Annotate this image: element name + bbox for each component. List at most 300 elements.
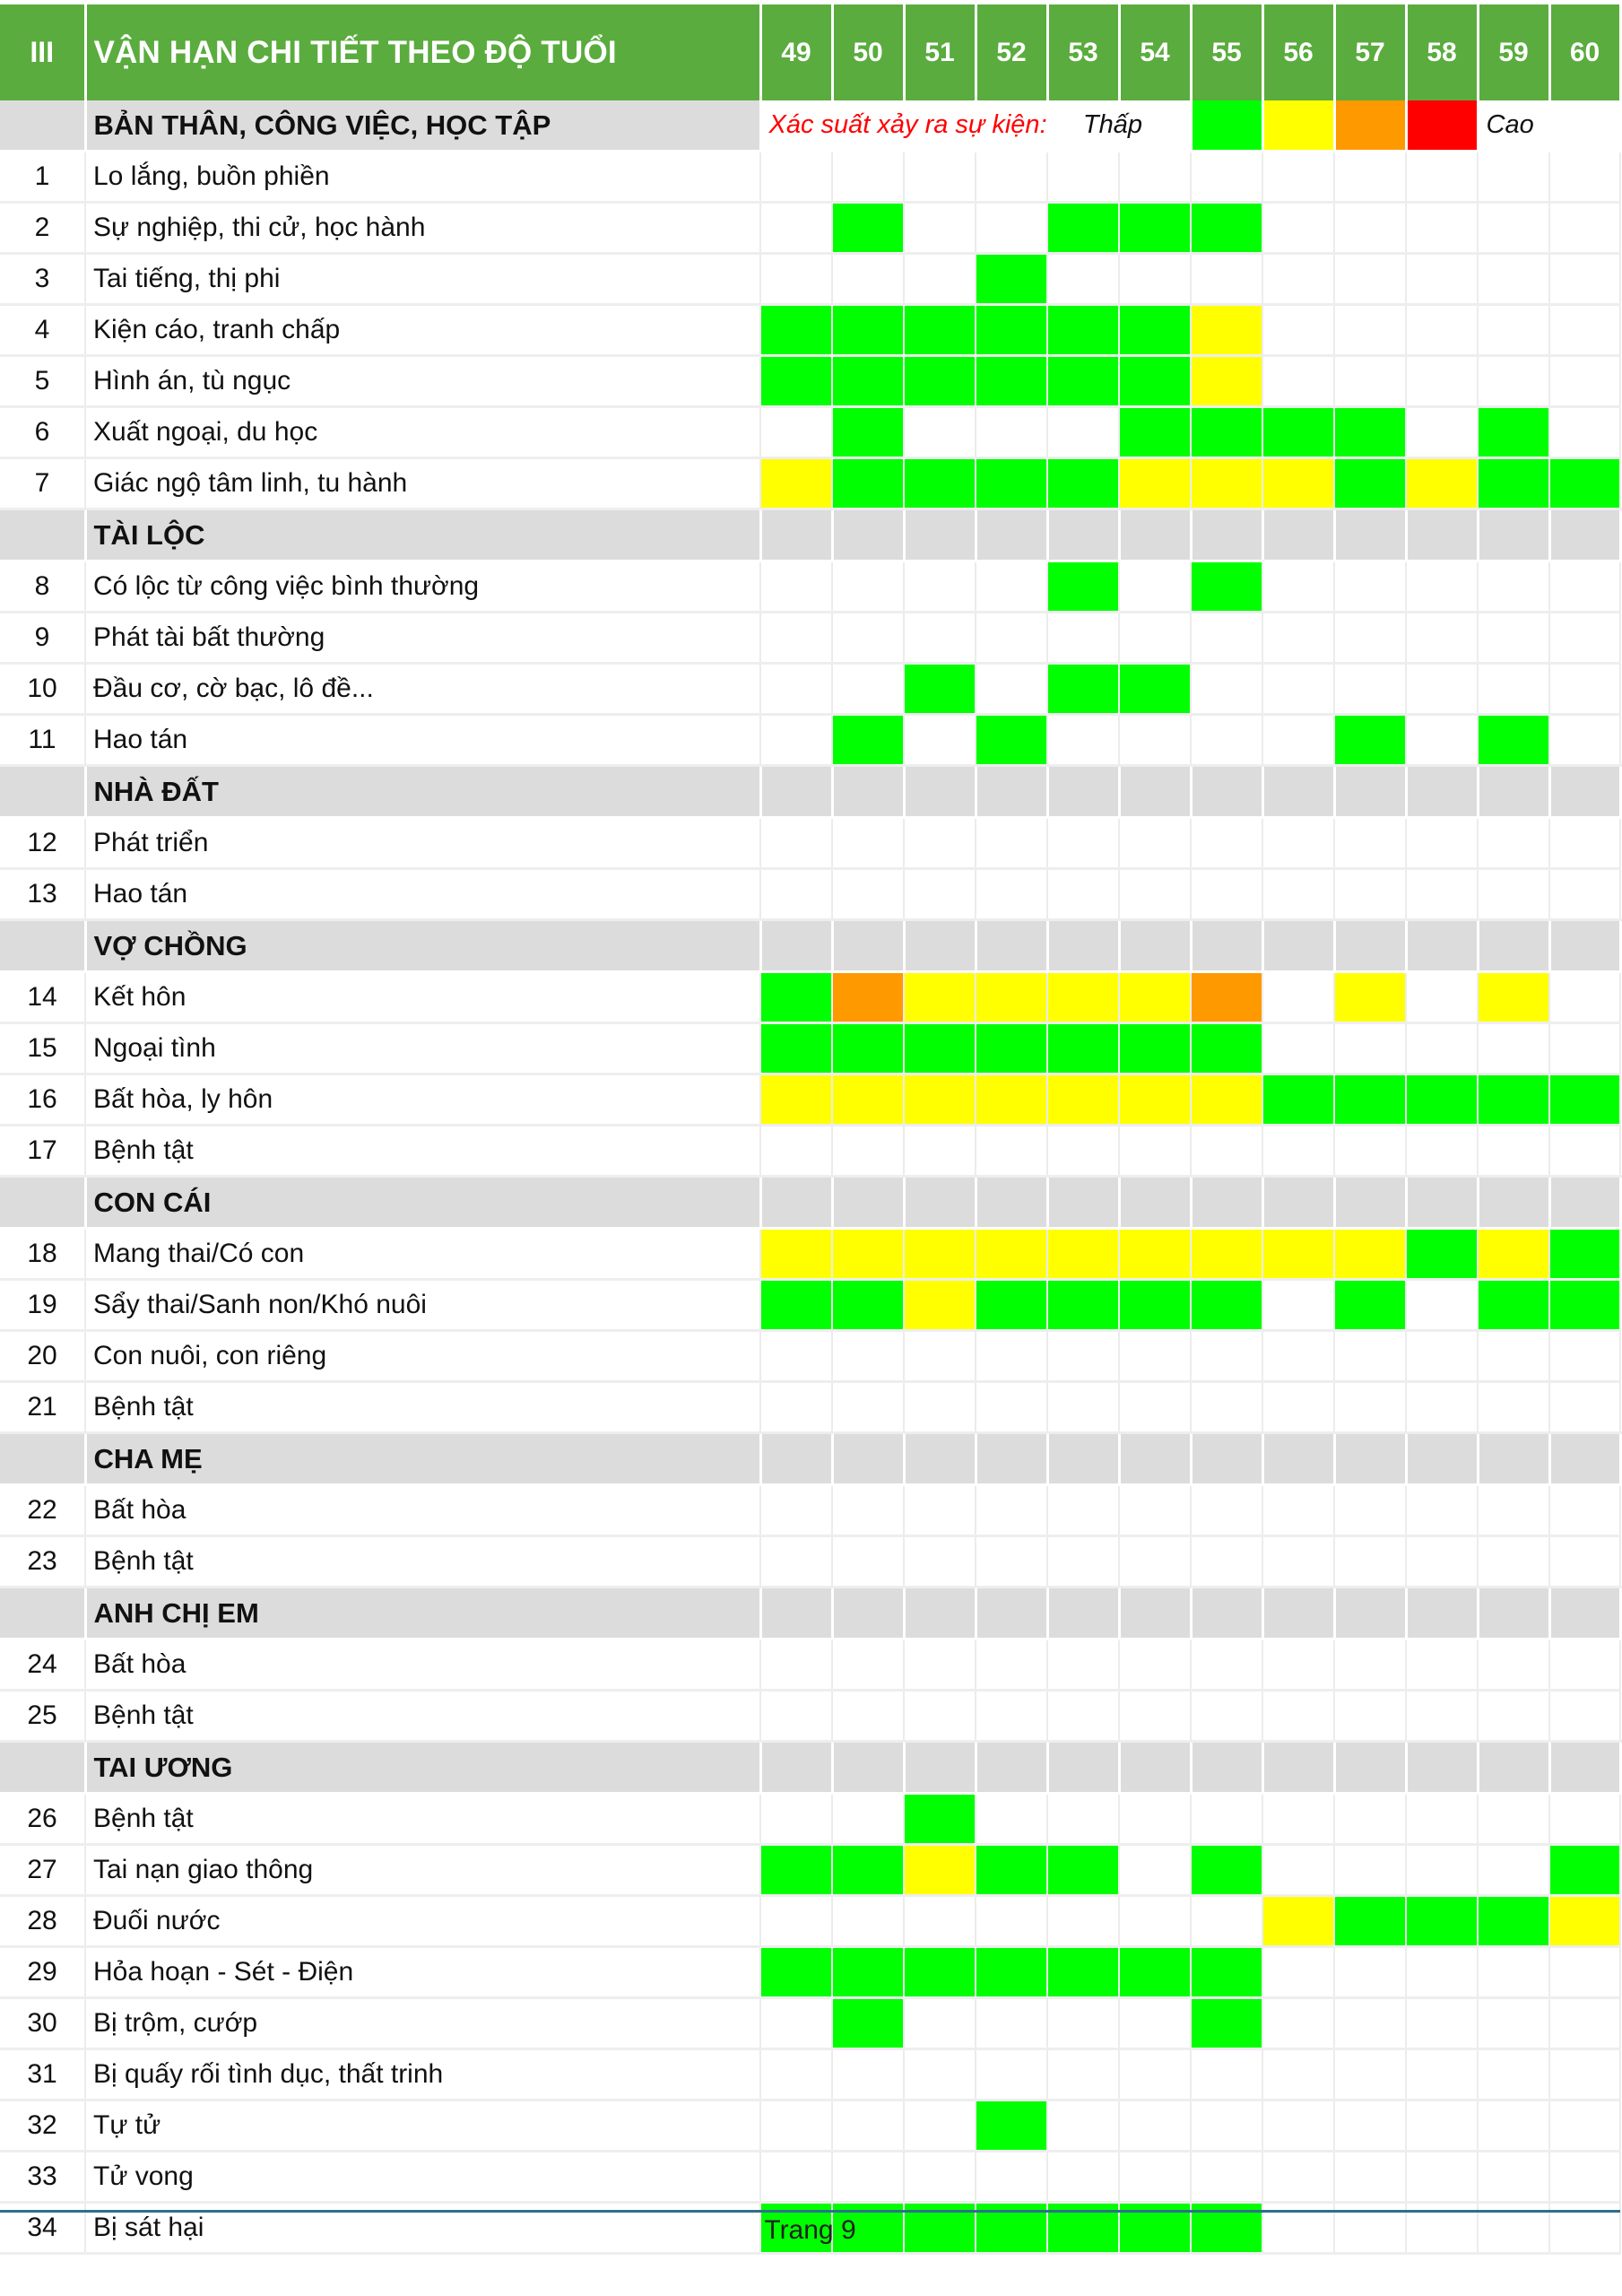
probability-cell: [1047, 254, 1119, 305]
probability-cell: [1119, 1074, 1191, 1126]
probability-cell: [904, 1331, 976, 1382]
table-row: [0, 2049, 1620, 2100]
probability-cell: [760, 561, 832, 613]
probability-cell: [1334, 203, 1406, 254]
legend-prompt: Xác suất xảy ra sự kiện:: [768, 110, 1047, 139]
row-number: 25: [0, 1691, 85, 1742]
probability-cell: [1334, 715, 1406, 766]
row-label: Phát tài bất thường: [85, 613, 760, 664]
probability-cell: [1478, 1691, 1549, 1742]
probability-cell: [1047, 1229, 1119, 1280]
probability-cell: [1119, 458, 1191, 509]
probability-cell: [1191, 1947, 1262, 1998]
probability-cell: [976, 2049, 1047, 2100]
probability-cell: [1191, 869, 1262, 920]
probability-cell: [1191, 305, 1262, 356]
probability-cell: [1047, 1331, 1119, 1382]
probability-cell: [832, 1331, 904, 1382]
probability-cell: [1478, 203, 1549, 254]
legend-swatch: [1262, 100, 1334, 152]
probability-cell: [1549, 1382, 1620, 1433]
probability-cell: [760, 1794, 832, 1845]
probability-cell: [1047, 561, 1119, 613]
probability-cell: [904, 1382, 976, 1433]
probability-cell: [1478, 1229, 1549, 1280]
probability-cell: [1478, 1331, 1549, 1382]
probability-cell: [1478, 1947, 1549, 1998]
row-number: 6: [0, 407, 85, 458]
section-header-row: [0, 100, 1620, 152]
probability-cell: [1191, 152, 1262, 203]
probability-cell: [832, 407, 904, 458]
row-number: 5: [0, 356, 85, 407]
age-header: 57: [1334, 4, 1406, 100]
probability-cell: [1478, 1845, 1549, 1896]
probability-cell: [760, 1331, 832, 1382]
probability-cell: [1549, 664, 1620, 715]
probability-cell: [976, 407, 1047, 458]
probability-cell: [1334, 869, 1406, 920]
section-blank-cell: [976, 1742, 1047, 1794]
section-header-row: [0, 766, 1620, 818]
probability-cell: [760, 1998, 832, 2049]
probability-cell: [1549, 254, 1620, 305]
section-blank-cell: [832, 509, 904, 561]
table-title: VẬN HẠN CHI TIẾT THEO ĐỘ TUỔI: [85, 4, 760, 100]
probability-cell: [1478, 972, 1549, 1023]
section-blank-cell: [1549, 509, 1620, 561]
row-number: 15: [0, 1023, 85, 1074]
probability-cell: [1406, 1229, 1478, 1280]
probability-cell: [1549, 1280, 1620, 1331]
table-row: [0, 152, 1620, 203]
probability-cell: [1262, 972, 1334, 1023]
probability-cell: [904, 818, 976, 869]
probability-cell: [760, 613, 832, 664]
row-number: 34: [0, 2203, 85, 2254]
probability-cell: [1549, 818, 1620, 869]
probability-cell: [1334, 1639, 1406, 1691]
probability-cell: [1047, 152, 1119, 203]
section-blank-cell: [1047, 766, 1119, 818]
probability-cell: [1262, 664, 1334, 715]
row-label: Kết hôn: [85, 972, 760, 1023]
probability-cell: [1119, 1691, 1191, 1742]
probability-cell: [976, 1691, 1047, 1742]
section-blank-cell: [1119, 920, 1191, 972]
row-label: Đuối nước: [85, 1896, 760, 1947]
probability-cell: [1262, 407, 1334, 458]
probability-cell: [1549, 1639, 1620, 1691]
probability-cell: [904, 1536, 976, 1587]
probability-cell: [1047, 1074, 1119, 1126]
probability-cell: [832, 1896, 904, 1947]
probability-cell: [1478, 1126, 1549, 1177]
section-blank-cell: [1119, 766, 1191, 818]
probability-cell: [1191, 1896, 1262, 1947]
probability-cell: [760, 203, 832, 254]
probability-cell: [1119, 2152, 1191, 2203]
probability-cell: [1406, 458, 1478, 509]
row-label: Hao tán: [85, 869, 760, 920]
probability-cell: [1334, 1947, 1406, 1998]
probability-cell: [904, 715, 976, 766]
probability-cell: [976, 1382, 1047, 1433]
probability-cell: [1406, 254, 1478, 305]
probability-cell: [1334, 1126, 1406, 1177]
probability-cell: [832, 1229, 904, 1280]
probability-cell: [1549, 613, 1620, 664]
probability-cell: [976, 254, 1047, 305]
probability-cell: [1406, 2100, 1478, 2152]
table-row: [0, 664, 1620, 715]
section-blank-cell: [1549, 1587, 1620, 1639]
row-number: 3: [0, 254, 85, 305]
probability-cell: [1334, 1691, 1406, 1742]
section-blank-cell: [1406, 1177, 1478, 1229]
probability-cell: [1406, 356, 1478, 407]
probability-cell: [904, 2100, 976, 2152]
probability-cell: [1262, 1485, 1334, 1536]
section-blank-cell: [976, 920, 1047, 972]
row-label: Đầu cơ, cờ bạc, lô đề...: [85, 664, 760, 715]
row-label: Mang thai/Có con: [85, 1229, 760, 1280]
probability-cell: [1047, 356, 1119, 407]
probability-cell: [1406, 1896, 1478, 1947]
section-title: CHA MẸ: [85, 1433, 760, 1485]
probability-cell: [976, 356, 1047, 407]
section-blank-cell: [832, 920, 904, 972]
section-title: TÀI LỘC: [85, 509, 760, 561]
row-label: Bất hòa: [85, 1639, 760, 1691]
table-row: [0, 1691, 1620, 1742]
probability-cell: [976, 869, 1047, 920]
probability-cell: [1191, 1485, 1262, 1536]
probability-cell: [832, 972, 904, 1023]
probability-cell: [832, 561, 904, 613]
probability-cell: [1262, 458, 1334, 509]
section-blank-cell: [1406, 920, 1478, 972]
probability-cell: [1191, 1536, 1262, 1587]
probability-cell: [760, 305, 832, 356]
row-label: Bị sát hại: [85, 2203, 760, 2254]
probability-cell: [1549, 1794, 1620, 1845]
table-row: [0, 2100, 1620, 2152]
probability-cell: [760, 1229, 832, 1280]
probability-cell: [1478, 1023, 1549, 1074]
probability-cell: [904, 1896, 976, 1947]
section-blank-cell: [904, 1742, 976, 1794]
probability-cell: [1549, 972, 1620, 1023]
fortune-table-container: [0, 4, 1622, 2255]
section-blank-cell: [1262, 1742, 1334, 1794]
row-label: Bệnh tật: [85, 1126, 760, 1177]
probability-cell: [976, 613, 1047, 664]
probability-cell: [1119, 1896, 1191, 1947]
section-blank-cell: [1406, 1587, 1478, 1639]
probability-cell: [1334, 407, 1406, 458]
section-header-row: [0, 1177, 1620, 1229]
probability-cell: [976, 1794, 1047, 1845]
probability-cell: [904, 407, 976, 458]
probability-cell: [832, 356, 904, 407]
probability-cell: [1047, 305, 1119, 356]
probability-cell: [1549, 1229, 1620, 1280]
section-blank-cell: [1119, 1587, 1191, 1639]
probability-cell: [1334, 1331, 1406, 1382]
section-blank-cell: [1119, 1433, 1191, 1485]
probability-cell: [1334, 664, 1406, 715]
probability-cell: [1262, 1331, 1334, 1382]
probability-cell: [1406, 2152, 1478, 2203]
probability-cell: [1406, 1485, 1478, 1536]
probability-cell: [760, 972, 832, 1023]
probability-cell: [760, 1639, 832, 1691]
probability-cell: [760, 1845, 832, 1896]
age-header: 58: [1406, 4, 1478, 100]
probability-cell: [1549, 1845, 1620, 1896]
probability-cell: [1478, 458, 1549, 509]
probability-cell: [976, 1485, 1047, 1536]
probability-cell: [1478, 356, 1549, 407]
probability-cell: [1047, 972, 1119, 1023]
section-blank-cell: [1478, 1587, 1549, 1639]
probability-cell: [1406, 613, 1478, 664]
section-blank-cell: [1047, 509, 1119, 561]
probability-cell: [1119, 2100, 1191, 2152]
probability-cell: [904, 1280, 976, 1331]
probability-cell: [832, 2152, 904, 2203]
row-label: Bệnh tật: [85, 1382, 760, 1433]
row-number: 24: [0, 1639, 85, 1691]
probability-cell: [760, 152, 832, 203]
probability-cell: [904, 1126, 976, 1177]
section-blank-cell: [1119, 509, 1191, 561]
probability-cell: [1262, 1382, 1334, 1433]
section-blank-cell: [1262, 1433, 1334, 1485]
probability-cell: [1047, 1947, 1119, 1998]
probability-cell: [1406, 664, 1478, 715]
section-index-cell: [0, 920, 85, 972]
probability-cell: [1047, 664, 1119, 715]
row-number: 8: [0, 561, 85, 613]
probability-cell: [1549, 2152, 1620, 2203]
section-blank-cell: [832, 1433, 904, 1485]
section-header-row: [0, 1587, 1620, 1639]
section-blank-cell: [1047, 1433, 1119, 1485]
table-row: [0, 356, 1620, 407]
legend-low-label: Thấp: [1082, 110, 1143, 139]
section-blank-cell: [1047, 1587, 1119, 1639]
probability-cell: [760, 1485, 832, 1536]
probability-cell: [832, 1382, 904, 1433]
section-blank-cell: [760, 509, 832, 561]
section-blank-cell: [1406, 766, 1478, 818]
table-row: [0, 407, 1620, 458]
table-row: [0, 1998, 1620, 2049]
probability-cell: [1191, 1074, 1262, 1126]
section-blank-cell: [1047, 920, 1119, 972]
probability-cell: [904, 972, 976, 1023]
section-blank-cell: [904, 1587, 976, 1639]
probability-cell: [1549, 152, 1620, 203]
row-number: 28: [0, 1896, 85, 1947]
probability-cell: [1047, 1691, 1119, 1742]
probability-cell: [1119, 1639, 1191, 1691]
row-number: 7: [0, 458, 85, 509]
probability-cell: [1549, 1074, 1620, 1126]
section-blank-cell: [1334, 766, 1406, 818]
row-label: Lo lắng, buồn phiền: [85, 152, 760, 203]
probability-cell: [1406, 1639, 1478, 1691]
row-label: Hao tán: [85, 715, 760, 766]
probability-cell: [1478, 2152, 1549, 2203]
probability-cell: [760, 1536, 832, 1587]
probability-cell: [832, 715, 904, 766]
section-blank-cell: [1191, 766, 1262, 818]
probability-cell: [760, 869, 832, 920]
probability-cell: [1549, 1536, 1620, 1587]
section-blank-cell: [904, 1177, 976, 1229]
probability-cell: [1047, 1896, 1119, 1947]
probability-cell: [1262, 356, 1334, 407]
probability-cell: [976, 203, 1047, 254]
probability-cell: [1478, 715, 1549, 766]
probability-cell: [1262, 1845, 1334, 1896]
probability-cell: [1334, 1845, 1406, 1896]
probability-cell: [1191, 715, 1262, 766]
row-label: Tự tử: [85, 2100, 760, 2152]
probability-cell: [1334, 1896, 1406, 1947]
probability-cell: [1191, 1229, 1262, 1280]
probability-cell: [1119, 1280, 1191, 1331]
probability-cell: [1334, 1229, 1406, 1280]
probability-cell: [1119, 869, 1191, 920]
row-number: 19: [0, 1280, 85, 1331]
probability-cell: [904, 356, 976, 407]
section-header-row: [0, 1433, 1620, 1485]
probability-cell: [1191, 1023, 1262, 1074]
row-number: 12: [0, 818, 85, 869]
section-blank-cell: [1047, 1177, 1119, 1229]
probability-cell: [760, 1126, 832, 1177]
probability-cell: [1406, 407, 1478, 458]
table-row: [0, 613, 1620, 664]
section-blank-cell: [1191, 1587, 1262, 1639]
section-blank-cell: [1262, 1587, 1334, 1639]
probability-cell: [1406, 869, 1478, 920]
row-number: 32: [0, 2100, 85, 2152]
probability-cell: [1549, 715, 1620, 766]
probability-cell: [1478, 1998, 1549, 2049]
probability-cell: [1334, 1382, 1406, 1433]
probability-cell: [1334, 1485, 1406, 1536]
probability-cell: [976, 305, 1047, 356]
probability-cell: [1478, 1896, 1549, 1947]
probability-cell: [1478, 869, 1549, 920]
table-row: [0, 254, 1620, 305]
probability-cell: [1549, 1126, 1620, 1177]
probability-cell: [1191, 613, 1262, 664]
probability-cell: [904, 1947, 976, 1998]
section-blank-cell: [1478, 1177, 1549, 1229]
age-header: 55: [1191, 4, 1262, 100]
probability-cell: [1478, 305, 1549, 356]
row-number: 11: [0, 715, 85, 766]
table-row: [0, 203, 1620, 254]
probability-cell: [1191, 1280, 1262, 1331]
section-blank-cell: [1334, 920, 1406, 972]
probability-cell: [1047, 1126, 1119, 1177]
section-title: TAI ƯƠNG: [85, 1742, 760, 1794]
probability-cell: [1262, 1280, 1334, 1331]
fortune-table-body: [0, 4, 1620, 2254]
probability-cell: [1406, 972, 1478, 1023]
probability-cell: [760, 2100, 832, 2152]
row-number: 29: [0, 1947, 85, 1998]
row-number: 4: [0, 305, 85, 356]
probability-cell: [832, 2049, 904, 2100]
probability-cell: [1334, 2049, 1406, 2100]
probability-cell: [1191, 972, 1262, 1023]
section-blank-cell: [760, 1177, 832, 1229]
probability-cell: [1262, 1126, 1334, 1177]
section-blank-cell: [1549, 920, 1620, 972]
probability-cell: [832, 613, 904, 664]
section-title: NHÀ ĐẤT: [85, 766, 760, 818]
probability-cell: [1334, 1536, 1406, 1587]
table-row: [0, 1023, 1620, 1074]
probability-cell: [1191, 2049, 1262, 2100]
probability-cell: [1406, 818, 1478, 869]
probability-cell: [760, 254, 832, 305]
probability-cell: [1406, 561, 1478, 613]
probability-cell: [1549, 2049, 1620, 2100]
probability-cell: [1549, 356, 1620, 407]
probability-cell: [1406, 1691, 1478, 1742]
probability-cell: [1478, 1280, 1549, 1331]
section-header-row: [0, 920, 1620, 972]
probability-cell: [976, 1331, 1047, 1382]
section-blank-cell: [904, 766, 976, 818]
probability-cell: [1406, 1382, 1478, 1433]
probability-cell: [976, 2152, 1047, 2203]
section-blank-cell: [760, 1587, 832, 1639]
table-row: [0, 1126, 1620, 1177]
probability-cell: [832, 1023, 904, 1074]
probability-cell: [1478, 1382, 1549, 1433]
probability-cell: [760, 1947, 832, 1998]
probability-cell: [1191, 356, 1262, 407]
probability-cell: [1191, 2152, 1262, 2203]
table-row: [0, 1280, 1620, 1331]
section-blank-cell: [1478, 509, 1549, 561]
probability-cell: [1191, 2100, 1262, 2152]
probability-cell: [1191, 561, 1262, 613]
probability-cell: [1406, 1280, 1478, 1331]
probability-cell: [1119, 613, 1191, 664]
probability-cell: [904, 305, 976, 356]
table-row: [0, 1382, 1620, 1433]
probability-cell: [1406, 1947, 1478, 1998]
section-blank-cell: [1478, 766, 1549, 818]
table-row: [0, 972, 1620, 1023]
probability-cell: [832, 152, 904, 203]
age-header: 56: [1262, 4, 1334, 100]
legend-label: [760, 100, 1191, 152]
probability-cell: [1047, 1998, 1119, 2049]
probability-cell: [1119, 1485, 1191, 1536]
